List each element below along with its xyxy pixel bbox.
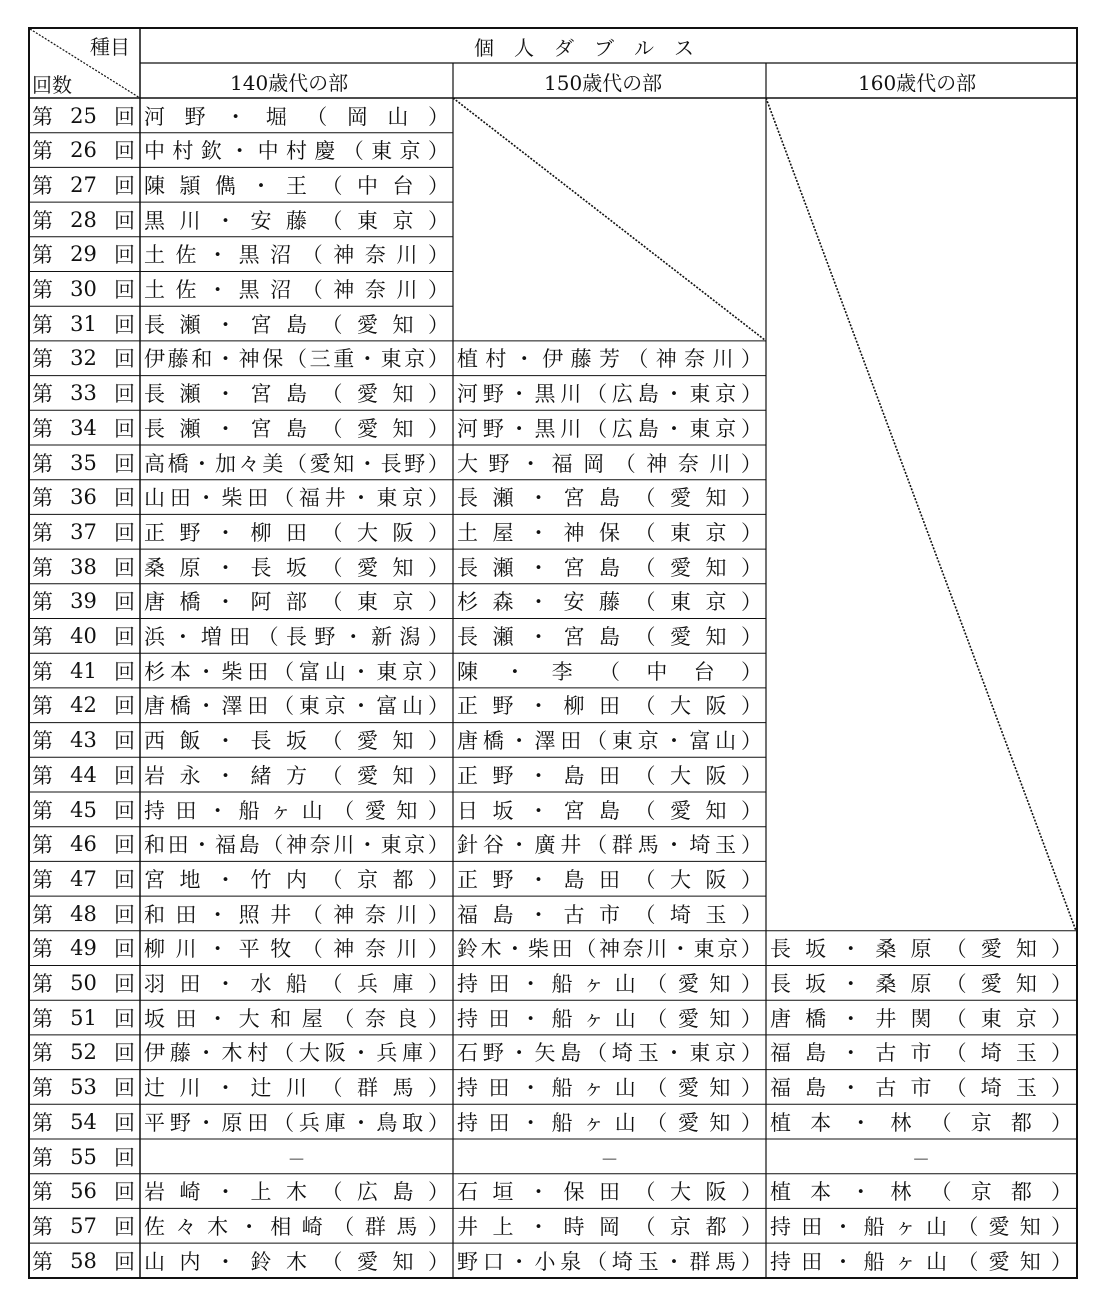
round-number: 58 <box>70 1248 97 1273</box>
cell-160-doubles <box>770 1001 1072 1035</box>
cell-140-doubles <box>144 1035 449 1069</box>
round-cell <box>28 1001 138 1035</box>
cell-140-doubles <box>144 307 449 341</box>
round-cell <box>28 862 138 896</box>
cell-140-doubles-text: 長 瀬 ・ 宮 島 （ 愛 知 ） <box>144 312 449 337</box>
cell-140-doubles-text: 西 飯 ・ 長 坂 （ 愛 知 ） <box>144 729 449 754</box>
round-number: 39 <box>70 589 97 614</box>
round-suffix: 回 <box>113 1145 135 1170</box>
round-suffix: 回 <box>113 867 135 892</box>
round-cell <box>28 237 138 271</box>
cell-140-doubles-text: 土 佐 ・ 黒 沼 （ 神 奈 川 ） <box>144 243 449 268</box>
round-cell <box>28 411 138 445</box>
round-prefix: 第 <box>32 312 53 337</box>
round-number: 28 <box>70 207 97 232</box>
cell-140-doubles-text: 平 野 ・ 原 田 （ 兵 庫 ・ 鳥 取 ） <box>144 1110 449 1135</box>
round-number: 32 <box>70 346 97 371</box>
cell-160-doubles-text: 長 坂 ・ 桑 原 （ 愛 知 ） <box>770 937 1072 962</box>
cell-150-doubles-text: 針 谷 ・ 廣 井 （ 群 馬 ・ 埼 玉 ） <box>457 833 762 858</box>
round-number: 51 <box>70 1005 97 1030</box>
round-suffix: 回 <box>113 1006 135 1031</box>
round-suffix: 回 <box>113 451 135 476</box>
cell-150-doubles <box>457 931 762 965</box>
cell-140-doubles <box>144 411 449 445</box>
round-number: 53 <box>70 1075 97 1100</box>
group-header-doubles: 個 人 ダ ブ ル ス <box>474 36 694 60</box>
cell-160-doubles-text: 持 田 ・ 船 ヶ 山 （ 愛 知 ） <box>770 1214 1072 1239</box>
round-prefix: 第 <box>32 208 53 233</box>
cell-150-doubles-text: 長 瀬 ・ 宮 島 （ 愛 知 ） <box>457 486 762 511</box>
round-suffix: 回 <box>113 625 135 649</box>
round-number: 54 <box>70 1109 97 1134</box>
cell-140-doubles <box>144 931 449 965</box>
round-number: 43 <box>70 728 97 753</box>
cell-140-doubles-text: 伊 藤 和 ・ 神 保 （ 三 重 ・ 東 京 ） <box>144 347 449 372</box>
round-suffix: 回 <box>113 1110 135 1135</box>
cell-140-doubles <box>144 619 449 653</box>
cell-140-doubles <box>144 1244 449 1278</box>
cell-150-doubles <box>457 793 762 827</box>
cell-150-doubles <box>457 550 762 584</box>
round-prefix: 第 <box>32 243 53 268</box>
round-cell <box>28 688 138 722</box>
cell-140-doubles <box>144 237 449 271</box>
cell-150-doubles-text: 陳 ・ 李 （ 中 台 ） <box>457 659 762 684</box>
round-suffix: 回 <box>113 729 135 754</box>
cell-160-doubles: － <box>912 1149 930 1171</box>
round-cell <box>28 1209 138 1243</box>
cell-140-doubles <box>144 1001 449 1035</box>
cell-150-doubles-text: 正 野 ・ 島 田 （ 大 阪 ） <box>457 763 762 788</box>
round-prefix: 第 <box>32 1006 53 1031</box>
round-prefix: 第 <box>32 694 53 719</box>
cell-150-doubles-text: 杉 森 ・ 安 藤 （ 東 京 ） <box>457 590 762 615</box>
round-suffix: 回 <box>113 763 135 788</box>
round-suffix: 回 <box>113 694 135 719</box>
cell-150-doubles <box>457 1001 762 1035</box>
round-suffix: 回 <box>113 139 135 164</box>
cell-140-doubles-text: 岩 崎 ・ 上 木 （ 広 島 ） <box>144 1180 449 1205</box>
round-prefix: 第 <box>32 729 53 754</box>
round-suffix: 回 <box>113 243 135 268</box>
cell-140-doubles-text: 土 佐 ・ 黒 沼 （ 神 奈 川 ） <box>144 278 449 302</box>
results-table <box>28 27 1078 1279</box>
cell-150-doubles <box>457 341 762 375</box>
round-prefix: 第 <box>32 451 53 476</box>
round-cell <box>28 99 138 133</box>
cell-150-doubles-text: 大 野 ・ 福 岡 （ 神 奈 川 ） <box>457 451 762 476</box>
cell-150-doubles <box>457 446 762 480</box>
cell-140-doubles-text: 山 田 ・ 柴 田 （ 福 井 ・ 東 京 ） <box>144 486 449 511</box>
cell-150-doubles-text: 石 垣 ・ 保 田 （ 大 阪 ） <box>457 1180 762 1205</box>
round-suffix: 回 <box>113 1180 135 1205</box>
cell-140-doubles <box>144 341 449 375</box>
cell-160-doubles <box>770 1035 1072 1069</box>
round-suffix: 回 <box>113 382 135 407</box>
cell-140-doubles-text: 高 橋 ・ 加 々 美 （ 愛 知 ・ 長 野 ） <box>144 451 449 476</box>
cell-150-doubles-text: 持 田 ・ 船 ヶ 山 （ 愛 知 ） <box>457 972 762 996</box>
round-number: 30 <box>70 277 97 301</box>
cell-140-doubles-text: 浜 ・ 増 田 （ 長 野 ・ 新 潟 ） <box>144 625 449 649</box>
round-suffix: 回 <box>113 347 135 372</box>
cell-150-doubles <box>457 688 762 722</box>
round-suffix: 回 <box>113 520 135 545</box>
round-number: 57 <box>70 1213 97 1238</box>
round-cell <box>28 376 138 410</box>
round-suffix: 回 <box>113 937 135 962</box>
round-cell <box>28 619 138 653</box>
cell-150-doubles <box>457 758 762 792</box>
cell-140-doubles <box>144 480 449 514</box>
cell-140-doubles-text: 辻 川 ・ 辻 川 （ 群 馬 ） <box>144 1076 449 1101</box>
round-prefix: 第 <box>32 555 53 580</box>
round-suffix: 回 <box>113 798 135 823</box>
round-number: 34 <box>70 415 97 440</box>
cell-140-doubles-text: 伊 藤 ・ 木 村 （ 大 阪 ・ 兵 庫 ） <box>144 1041 449 1066</box>
cell-140-doubles <box>144 272 449 306</box>
cell-160-doubles-text: 植 本 ・ 林 （ 京 都 ） <box>770 1110 1072 1135</box>
cell-140-doubles-text: 柳 川 ・ 平 牧 （ 神 奈 川 ） <box>144 937 449 962</box>
cell-150-doubles-text: 持 田 ・ 船 ヶ 山 （ 愛 知 ） <box>457 1110 762 1135</box>
cell-140-doubles-text: 陳 頴 儁 ・ 王 （ 中 台 ） <box>144 173 449 198</box>
round-number: 42 <box>70 693 97 718</box>
round-cell <box>28 1035 138 1069</box>
round-prefix: 第 <box>32 173 53 198</box>
cell-160-doubles <box>770 1174 1072 1208</box>
cell-160-doubles <box>770 1209 1072 1243</box>
round-suffix: 回 <box>113 902 135 927</box>
cell-140-doubles-text: 桑 原 ・ 長 坂 （ 愛 知 ） <box>144 555 449 580</box>
cell-150-doubles-text: 持 田 ・ 船 ヶ 山 （ 愛 知 ） <box>457 1076 762 1101</box>
round-cell <box>28 654 138 688</box>
round-suffix: 回 <box>113 972 135 996</box>
round-prefix: 第 <box>32 1180 53 1205</box>
column-header-150: 150歳代の部 <box>544 71 663 95</box>
cell-140-doubles <box>144 99 449 133</box>
round-cell <box>28 758 138 792</box>
round-number: 29 <box>70 242 97 267</box>
cell-140-doubles <box>144 1070 449 1104</box>
round-number: 45 <box>70 797 97 822</box>
cell-150-doubles <box>457 411 762 445</box>
grid-line <box>766 98 1076 931</box>
round-prefix: 第 <box>32 625 53 649</box>
round-number: 52 <box>70 1040 97 1065</box>
cell-140-doubles-text: 長 瀬 ・ 宮 島 （ 愛 知 ） <box>144 416 449 441</box>
cell-150-doubles-text: 井 上 ・ 時 岡 （ 京 都 ） <box>457 1214 762 1239</box>
round-cell <box>28 168 138 202</box>
column-header-140: 140歳代の部 <box>230 71 349 95</box>
round-number: 40 <box>70 624 97 648</box>
cell-160-doubles-text: 唐 橋 ・ 井 関 （ 東 京 ） <box>770 1006 1072 1031</box>
round-prefix: 第 <box>32 1076 53 1101</box>
cell-140-doubles <box>144 515 449 549</box>
cell-140-doubles <box>144 584 449 618</box>
cell-140-doubles-text: 羽 田 ・ 水 船 （ 兵 庫 ） <box>144 972 449 996</box>
round-suffix: 回 <box>113 555 135 580</box>
round-suffix: 回 <box>113 1041 135 1066</box>
cell-140-doubles <box>144 897 449 931</box>
cell-140-doubles-text: 山 内 ・ 鈴 木 （ 愛 知 ） <box>144 1249 449 1274</box>
round-number: 47 <box>70 866 97 891</box>
cell-140-doubles <box>144 827 449 861</box>
cell-160-doubles-text: 持 田 ・ 船 ヶ 山 （ 愛 知 ） <box>770 1249 1072 1274</box>
column-header-160: 160歳代の部 <box>858 71 977 95</box>
round-number: 27 <box>70 172 97 197</box>
round-suffix: 回 <box>113 208 135 233</box>
round-prefix: 第 <box>32 867 53 892</box>
round-suffix: 回 <box>113 416 135 441</box>
cell-160-doubles <box>770 1244 1072 1278</box>
round-cell <box>28 515 138 549</box>
cell-160-doubles <box>770 1105 1072 1139</box>
round-prefix: 第 <box>32 1110 53 1135</box>
cell-150-doubles-text: 河 野 ・ 黒 川 （ 広 島 ・ 東 京 ） <box>457 382 762 407</box>
round-prefix: 第 <box>32 1145 53 1170</box>
round-prefix: 第 <box>32 902 53 927</box>
round-number: 55 <box>70 1144 97 1169</box>
cell-150-doubles <box>457 1105 762 1139</box>
cell-140-doubles-text: 佐 々 木 ・ 相 崎 （ 群 馬 ） <box>144 1214 449 1239</box>
cell-140-doubles <box>144 723 449 757</box>
cell-150-doubles-text: 唐 橋 ・ 澤 田 （ 東 京 ・ 富 山 ） <box>457 729 762 754</box>
round-prefix: 第 <box>32 659 53 684</box>
cell-140-doubles <box>144 654 449 688</box>
round-prefix: 第 <box>32 278 53 302</box>
round-prefix: 第 <box>32 382 53 407</box>
cell-150-doubles <box>457 1174 762 1208</box>
round-number: 41 <box>70 658 97 683</box>
cell-140-doubles <box>144 1209 449 1243</box>
round-suffix: 回 <box>113 104 135 129</box>
round-number: 37 <box>70 519 97 544</box>
grid-line <box>453 98 766 341</box>
round-suffix: 回 <box>113 173 135 198</box>
round-cell <box>28 203 138 237</box>
cell-160-doubles-text: 長 坂 ・ 桑 原 （ 愛 知 ） <box>770 972 1072 996</box>
round-cell <box>28 1140 138 1174</box>
cell-160-doubles-text: 福 島 ・ 古 市 （ 埼 玉 ） <box>770 1041 1072 1066</box>
cell-140-doubles <box>144 446 449 480</box>
round-prefix: 第 <box>32 937 53 962</box>
cell-140-doubles-text: 宮 地 ・ 竹 内 （ 京 都 ） <box>144 867 449 892</box>
round-prefix: 第 <box>32 590 53 615</box>
cell-160-doubles-text: 植 本 ・ 林 （ 京 都 ） <box>770 1180 1072 1205</box>
cell-150-doubles <box>457 1244 762 1278</box>
round-number: 26 <box>70 138 97 163</box>
cell-150-doubles <box>457 1035 762 1069</box>
round-prefix: 第 <box>32 520 53 545</box>
cell-150-doubles <box>457 1070 762 1104</box>
cell-140-doubles <box>144 966 449 1000</box>
cell-150-doubles-text: 土 屋 ・ 神 保 （ 東 京 ） <box>457 520 762 545</box>
round-cell <box>28 793 138 827</box>
cell-150-doubles-text: 植 村 ・ 伊 藤 芳 （ 神 奈 川 ） <box>457 347 762 372</box>
round-prefix: 第 <box>32 486 53 511</box>
cell-150-doubles-text: 持 田 ・ 船 ヶ 山 （ 愛 知 ） <box>457 1006 762 1031</box>
round-suffix: 回 <box>113 1249 135 1274</box>
round-suffix: 回 <box>113 278 135 302</box>
round-cell <box>28 480 138 514</box>
cell-140-doubles-text: 和 田 ・ 照 井 （ 神 奈 川 ） <box>144 902 449 927</box>
round-cell <box>28 272 138 306</box>
cell-150-doubles <box>457 897 762 931</box>
round-prefix: 第 <box>32 763 53 788</box>
round-suffix: 回 <box>113 833 135 858</box>
round-cell <box>28 1244 138 1278</box>
round-cell <box>28 931 138 965</box>
round-prefix: 第 <box>32 1214 53 1239</box>
cell-140-doubles-text: 唐 橋 ・ 澤 田 （ 東 京 ・ 富 山 ） <box>144 694 449 719</box>
round-suffix: 回 <box>113 1076 135 1101</box>
cell-140-doubles <box>144 793 449 827</box>
corner-header-event: 種目 <box>90 35 130 59</box>
cell-160-doubles <box>770 931 1072 965</box>
round-prefix: 第 <box>32 833 53 858</box>
cell-150-doubles <box>457 827 762 861</box>
cell-140-doubles <box>144 1105 449 1139</box>
cell-150-doubles <box>457 480 762 514</box>
cell-140-doubles-text: 坂 田 ・ 大 和 屋 （ 奈 良 ） <box>144 1006 449 1031</box>
cell-150-doubles-text: 野 口 ・ 小 泉 （ 埼 玉 ・ 群 馬 ） <box>457 1249 762 1274</box>
round-number: 33 <box>70 381 97 406</box>
cell-160-doubles <box>770 1070 1072 1104</box>
cell-140-doubles <box>144 550 449 584</box>
cell-140-doubles <box>144 862 449 896</box>
cell-150-doubles <box>457 1209 762 1243</box>
cell-150-doubles <box>457 584 762 618</box>
round-prefix: 第 <box>32 416 53 441</box>
round-suffix: 回 <box>113 486 135 511</box>
cell-150-doubles <box>457 862 762 896</box>
round-prefix: 第 <box>32 798 53 823</box>
round-number: 35 <box>70 450 97 475</box>
cell-160-doubles <box>770 966 1072 1000</box>
round-number: 38 <box>70 554 97 579</box>
cell-150-doubles-text: 正 野 ・ 柳 田 （ 大 阪 ） <box>457 694 762 719</box>
round-number: 31 <box>70 311 97 336</box>
round-number: 48 <box>70 901 97 926</box>
cell-140-doubles-text: 和 田 ・ 福 島 （ 神 奈 川 ・ 東 京 ） <box>144 833 449 858</box>
cell-140-doubles <box>144 688 449 722</box>
round-cell <box>28 550 138 584</box>
cell-140-doubles <box>144 1174 449 1208</box>
cell-150-doubles <box>457 654 762 688</box>
round-prefix: 第 <box>32 104 53 129</box>
round-number: 56 <box>70 1179 97 1204</box>
cell-140-doubles-text: 長 瀬 ・ 宮 島 （ 愛 知 ） <box>144 382 449 407</box>
round-cell <box>28 966 138 1000</box>
round-prefix: 第 <box>32 347 53 372</box>
cell-140-doubles-text: 黒 川 ・ 安 藤 （ 東 京 ） <box>144 208 449 233</box>
round-cell <box>28 827 138 861</box>
round-prefix: 第 <box>32 1041 53 1066</box>
cell-150-doubles <box>457 515 762 549</box>
round-suffix: 回 <box>113 1214 135 1239</box>
cell-140-doubles <box>144 168 449 202</box>
cell-140-doubles-text: 中 村 欽 ・ 中 村 慶 （ 東 京 ） <box>144 139 449 164</box>
cell-160-doubles-text: 福 島 ・ 古 市 （ 埼 玉 ） <box>770 1076 1072 1101</box>
round-suffix: 回 <box>113 590 135 615</box>
round-cell <box>28 307 138 341</box>
round-cell <box>28 341 138 375</box>
cell-150-doubles: － <box>600 1149 619 1171</box>
round-cell <box>28 897 138 931</box>
round-suffix: 回 <box>113 312 135 337</box>
cell-150-doubles-text: 正 野 ・ 島 田 （ 大 阪 ） <box>457 867 762 892</box>
round-prefix: 第 <box>32 139 53 164</box>
cell-140-doubles <box>144 376 449 410</box>
cell-140-doubles-text: 河 野 ・ 堀 （ 岡 山 ） <box>144 104 449 129</box>
cell-150-doubles-text: 長 瀬 ・ 宮 島 （ 愛 知 ） <box>457 555 762 580</box>
cell-150-doubles-text: 長 瀬 ・ 宮 島 （ 愛 知 ） <box>457 625 762 649</box>
cell-140-doubles-text: 杉 本 ・ 柴 田 （ 富 山 ・ 東 京 ） <box>144 659 449 684</box>
cell-140-doubles: － <box>287 1149 306 1171</box>
round-cell <box>28 1105 138 1139</box>
round-cell <box>28 584 138 618</box>
cell-150-doubles-text: 河 野 ・ 黒 川 （ 広 島 ・ 東 京 ） <box>457 416 762 441</box>
cell-140-doubles <box>144 758 449 792</box>
corner-header-round: 回数 <box>32 73 72 97</box>
cell-150-doubles <box>457 723 762 757</box>
round-number: 50 <box>70 971 97 995</box>
cell-140-doubles-text: 岩 永 ・ 緒 方 （ 愛 知 ） <box>144 763 449 788</box>
round-cell <box>28 1174 138 1208</box>
cell-150-doubles-text: 石 野 ・ 矢 島 （ 埼 玉 ・ 東 京 ） <box>457 1041 762 1066</box>
cell-140-doubles-text: 正 野 ・ 柳 田 （ 大 阪 ） <box>144 520 449 545</box>
cell-140-doubles <box>144 203 449 237</box>
round-number: 25 <box>70 103 97 128</box>
cell-140-doubles-text: 唐 橋 ・ 阿 部 （ 東 京 ） <box>144 590 449 615</box>
round-prefix: 第 <box>32 972 53 996</box>
round-cell <box>28 133 138 167</box>
round-cell <box>28 1070 138 1104</box>
round-number: 44 <box>70 762 97 787</box>
round-suffix: 回 <box>113 659 135 684</box>
round-prefix: 第 <box>32 1249 53 1274</box>
cell-150-doubles <box>457 966 762 1000</box>
round-cell <box>28 723 138 757</box>
round-cell <box>28 446 138 480</box>
cell-150-doubles-text: 鈴 木 ・ 柴 田 （ 神 奈 川 ・ 東 京 ） <box>457 937 762 962</box>
cell-140-doubles-text: 持 田 ・ 船 ヶ 山 （ 愛 知 ） <box>144 798 449 823</box>
cell-140-doubles <box>144 133 449 167</box>
cell-150-doubles <box>457 376 762 410</box>
round-number: 46 <box>70 832 97 857</box>
cell-150-doubles-text: 福 島 ・ 古 市 （ 埼 玉 ） <box>457 902 762 927</box>
round-number: 49 <box>70 936 97 961</box>
cell-150-doubles-text: 日 坂 ・ 宮 島 （ 愛 知 ） <box>457 798 762 823</box>
round-number: 36 <box>70 485 97 510</box>
cell-150-doubles <box>457 619 762 653</box>
